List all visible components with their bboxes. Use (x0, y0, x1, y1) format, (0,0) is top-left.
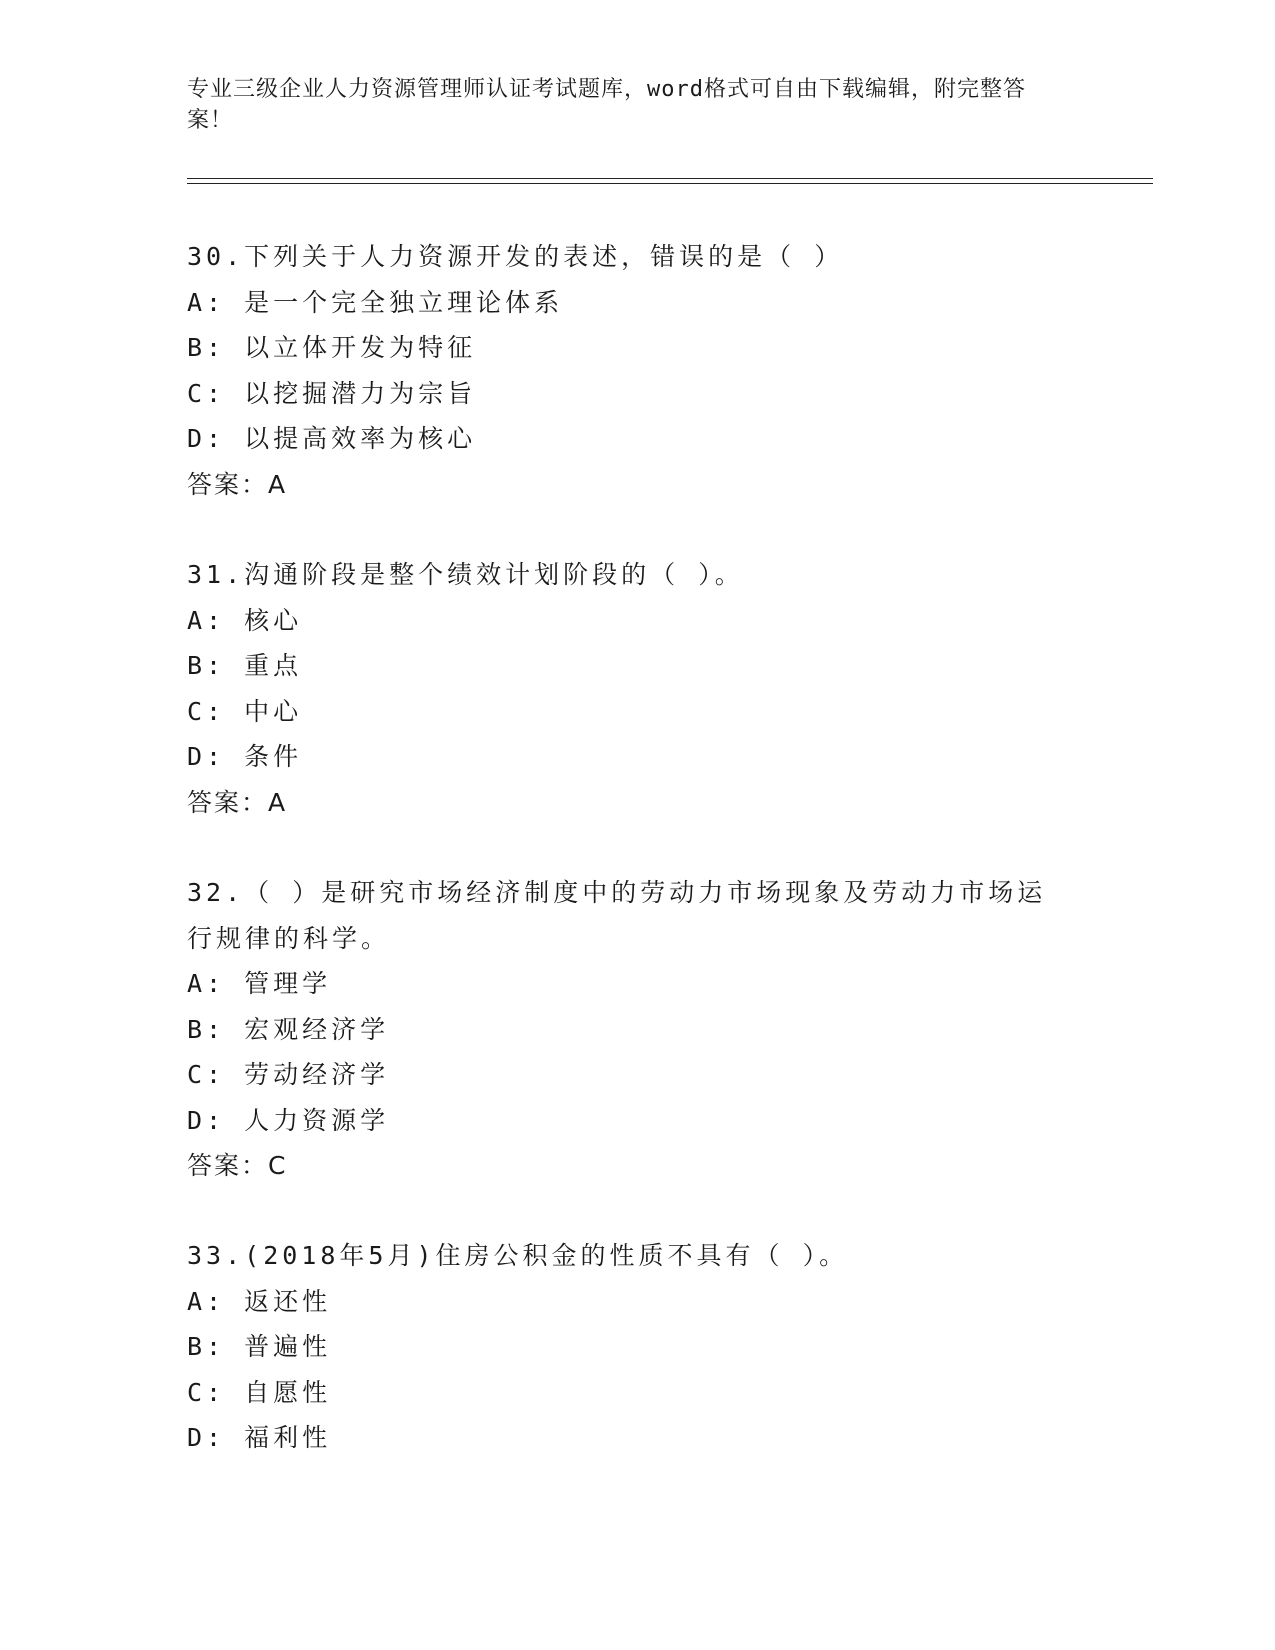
option-c: C: 中心 (187, 696, 303, 726)
header-rule-top (187, 178, 1153, 179)
option-c: C: 自愿性 (187, 1377, 332, 1407)
header-rule-bottom (187, 183, 1153, 184)
option-c: C: 劳动经济学 (187, 1060, 390, 1089)
option-a: A: 管理学 (187, 969, 332, 998)
option-c: C: 以挖掘潜力为宗旨 (187, 378, 477, 408)
question-stem: 30.下列关于人力资源开发的表述，错误的是（ ） (187, 242, 844, 271)
answer-label: 答案：A (187, 469, 288, 499)
option-b: B: 以立体开发为特征 (187, 333, 477, 362)
document-header: 专业三级企业人力资源管理师认证考试题库，word格式可自由下载编辑，附完整答案！ (187, 77, 1026, 133)
option-b: B: 普遍性 (187, 1332, 332, 1361)
answer-label: 答案：C (187, 1151, 288, 1180)
question-stem: 33.(2018年5月)住房公积金的性质不具有（ ）。 (187, 1241, 849, 1270)
question-stem-line-2: 行规律的科学。 (187, 923, 391, 953)
question-stem: 31.沟通阶段是整个绩效计划阶段的（ ）。 (187, 560, 744, 589)
option-d: D: 人力资源学 (187, 1105, 390, 1135)
question-32 (187, 870, 1087, 1189)
option-a: A: 是一个完全独立理论体系 (187, 287, 564, 317)
question-33 (187, 1233, 1087, 1461)
option-b: B: 重点 (187, 651, 303, 680)
question-31 (187, 552, 1087, 825)
option-d: D: 福利性 (187, 1423, 332, 1452)
option-d: D: 条件 (187, 742, 303, 771)
option-a: A: 返还性 (187, 1286, 332, 1316)
question-stem-line-1: 32.（ ）是研究市场经济制度中的劳动力市场现象及劳动力市场运 (187, 878, 1047, 907)
answer-label: 答案：A (187, 787, 288, 817)
option-a: A: 核心 (187, 605, 303, 635)
option-d: D: 以提高效率为核心 (187, 424, 477, 453)
question-30 (187, 234, 1087, 507)
option-b: B: 宏观经济学 (187, 1014, 390, 1044)
